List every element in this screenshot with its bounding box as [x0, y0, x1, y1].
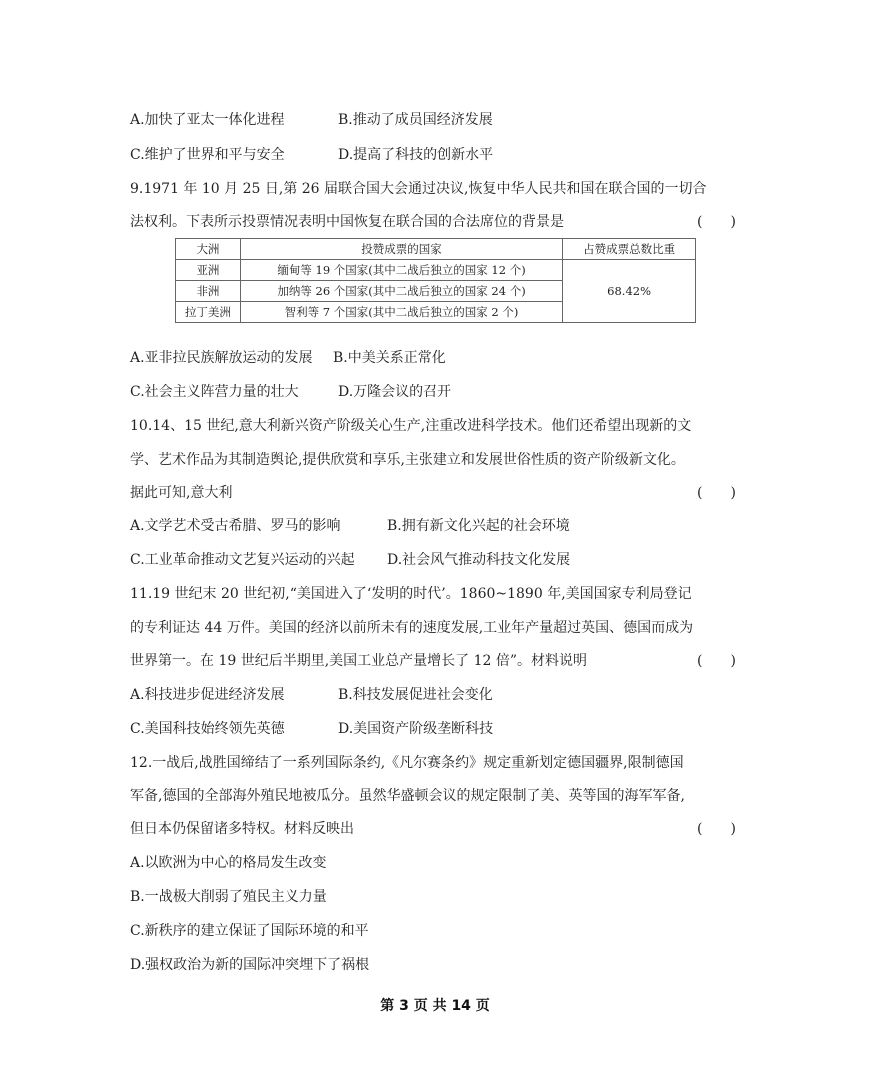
q12-stem-line3: 但日本仍保留诸多特权。材料反映出 — [130, 821, 354, 837]
q10-option-b: B.拥有新文化兴起的社会环境 — [387, 518, 570, 534]
q11-option-b: B.科技发展促进社会变化 — [338, 687, 493, 703]
q10-answer-paren: ( ) — [697, 485, 736, 501]
table-row — [176, 260, 696, 281]
q10-stem-line3: 据此可知,意大利 — [130, 485, 233, 501]
q11-stem-line2: 的专利证达 44 万件。美国的经济以前所未有的速度发展,工业年产量超过英国、德国而成为 — [130, 620, 694, 636]
q12-option-b: B.一战极大削弱了殖民主义力量 — [130, 889, 327, 905]
q9-option-c: C.社会主义阵营力量的壮大 — [130, 384, 299, 400]
table-cell-continent: 亚洲 — [176, 260, 241, 281]
table-header-row — [176, 239, 696, 260]
q11-option-d: D.美国资产阶级垄断科技 — [338, 721, 494, 737]
q12-option-c: C.新秩序的建立保证了国际环境的和平 — [130, 923, 369, 939]
q12-stem-line2: 军备,德国的全部海外殖民地被瓜分。虽然华盛顿会议的规定限制了美、英等国的海军军备, — [130, 788, 685, 804]
table-cell-continent: 非洲 — [176, 281, 241, 302]
table-cell-ratio: 68.42% — [563, 260, 696, 323]
q10-option-a: A.文学艺术受古希腊、罗马的影响 — [130, 518, 341, 534]
q11-option-c: C.美国科技始终领先英德 — [130, 721, 285, 737]
table-cell-continent: 拉丁美洲 — [176, 302, 241, 323]
q8-option-a: A.加快了亚太一体化进程 — [130, 112, 285, 128]
q8-option-c: C.维护了世界和平与安全 — [130, 147, 285, 163]
q12-option-d: D.强权政治为新的国际冲突埋下了祸根 — [130, 957, 370, 973]
q10-stem-line1: 10.14、15 世纪,意大利新兴资产阶级关心生产,注重改进科学技术。他们还希望出现新的文 — [130, 418, 692, 434]
page-number-footer: 第 3 页 共 14 页 — [380, 998, 490, 1014]
q10-option-c: C.工业革命推动文艺复兴运动的兴起 — [130, 552, 355, 568]
q10-option-d: D.社会风气推动科技文化发展 — [387, 552, 571, 568]
q11-stem-line3: 世界第一。在 19 世纪后半期里,美国工业总产量增长了 12 倍”。材料说明 — [130, 653, 588, 669]
table-header-ratio: 占赞成票总数比重 — [563, 239, 696, 260]
q12-answer-paren: ( ) — [697, 821, 736, 837]
q8-option-d: D.提高了科技的创新水平 — [338, 147, 494, 163]
table-cell-countries: 加纳等 26 个国家(其中二战后独立的国家 24 个) — [240, 281, 562, 302]
table-header-countries: 投赞成票的国家 — [240, 239, 562, 260]
q11-stem-line1: 11.19 世纪末 20 世纪初,“美国进入了‘发明的时代’。1860~1890 年,美国国家专利局登记 — [130, 586, 692, 602]
q11-option-a: A.科技进步促进经济发展 — [130, 687, 285, 703]
q9-stem-line2: 法权利。下表所示投票情况表明中国恢复在联合国的合法席位的背景是 — [130, 214, 564, 230]
q11-answer-paren: ( ) — [697, 653, 736, 669]
q8-option-b: B.推动了成员国经济发展 — [338, 112, 493, 128]
q9-stem-line1: 9.1971 年 10 月 25 日,第 26 届联合国大会通过决议,恢复中华人民共和国在联合国的一切合 — [130, 181, 707, 197]
q9-option-a: A.亚非拉民族解放运动的发展 — [130, 350, 313, 366]
q9-answer-paren: ( ) — [697, 214, 736, 230]
q10-stem-line2: 学、艺术作品为其制造舆论,提供欣赏和享乐,主张建立和发展世俗性质的资产阶级新文化。 — [130, 452, 685, 468]
table-header-continent: 大洲 — [176, 239, 241, 260]
q9-vote-table — [175, 238, 696, 323]
q12-stem-line1: 12.一战后,战胜国缔结了一系列国际条约,《凡尔赛条约》规定重新划定德国疆界,限制德国 — [130, 755, 684, 771]
q9-option-d: D.万隆会议的召开 — [338, 384, 452, 400]
table-cell-countries: 智利等 7 个国家(其中二战后独立的国家 2 个) — [240, 302, 562, 323]
table-cell-countries: 缅甸等 19 个国家(其中二战后独立的国家 12 个) — [240, 260, 562, 281]
q9-option-b: B.中美关系正常化 — [333, 350, 446, 366]
q12-option-a: A.以欧洲为中心的格局发生改变 — [130, 855, 327, 871]
